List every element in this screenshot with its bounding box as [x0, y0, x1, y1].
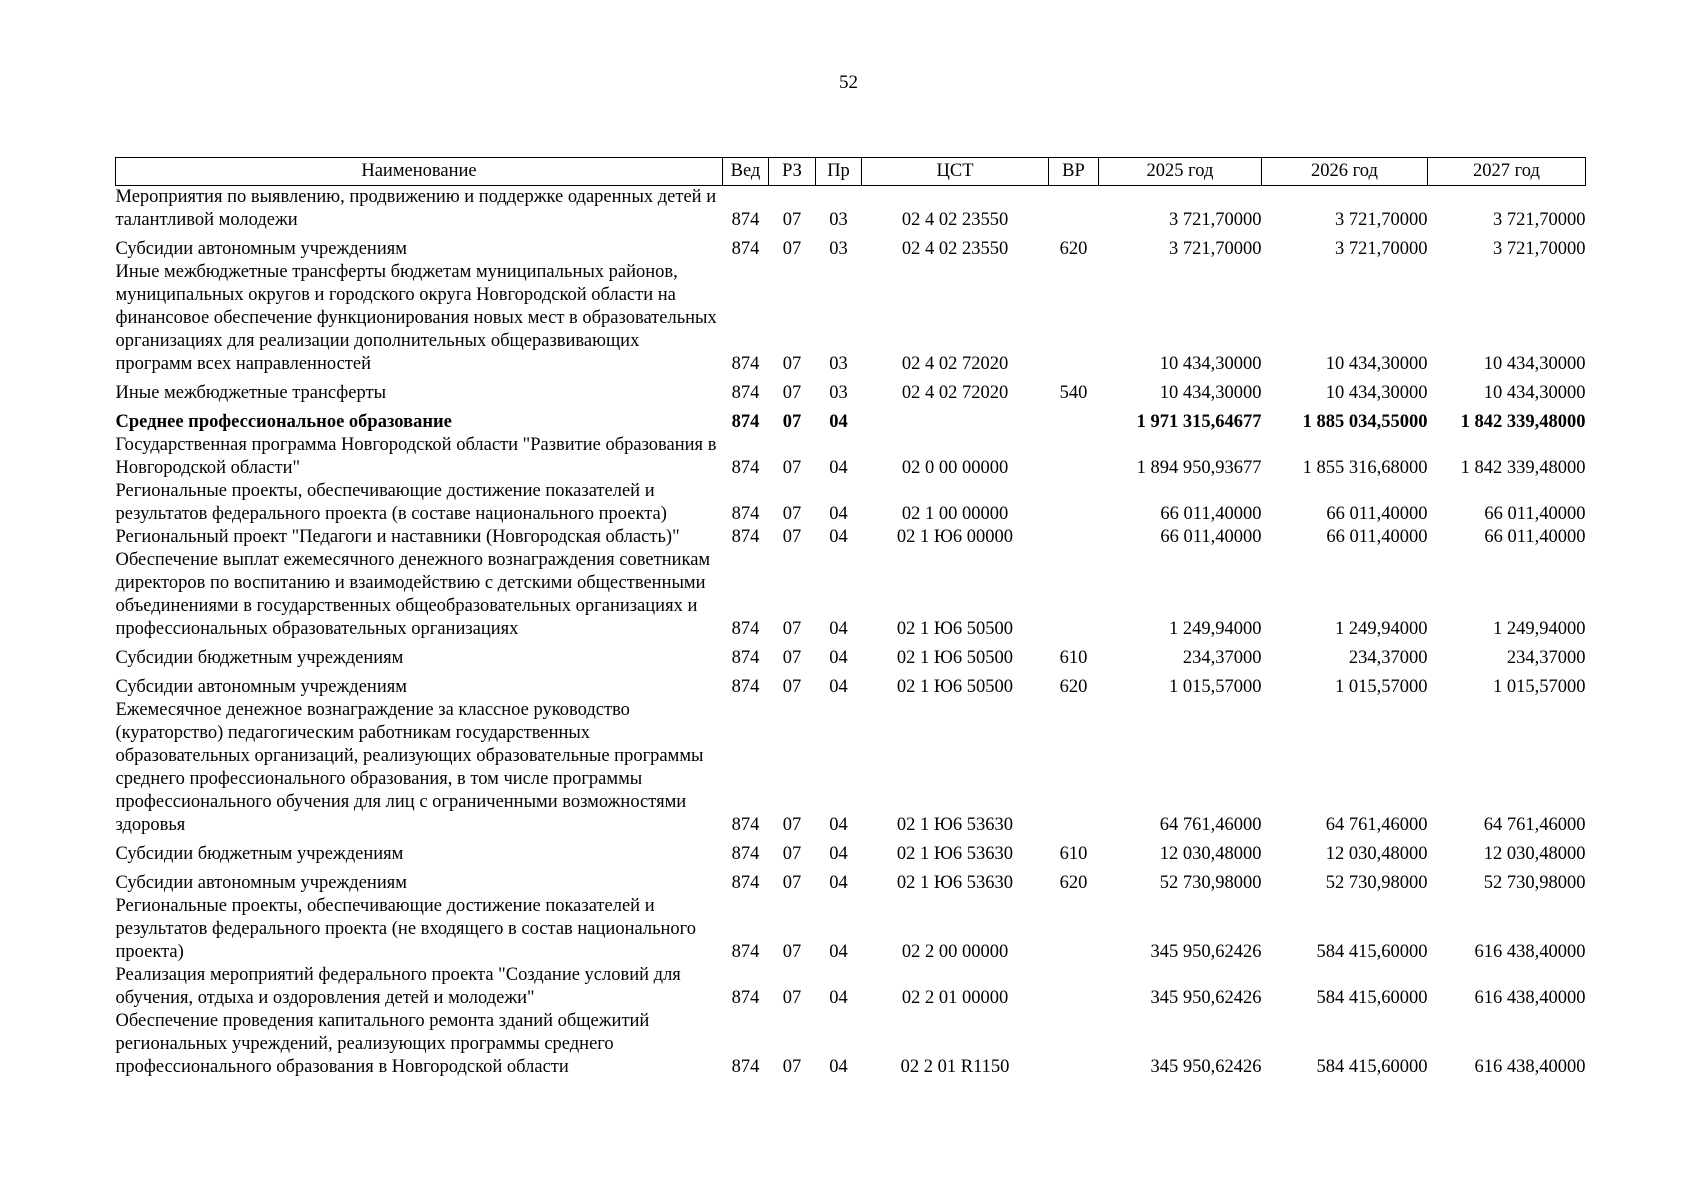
row-2025: 64 761,46000	[1159, 815, 1262, 835]
table-header	[116, 158, 1586, 186]
row-cst: 02 2 01 00000	[901, 988, 1009, 1008]
row-name: Региональный проект "Педагоги и наставники (Новгородская область)"	[115, 527, 680, 547]
table-row	[116, 964, 1586, 1010]
row-ved: 874	[731, 412, 760, 432]
row-pr: 04	[829, 1057, 848, 1077]
row-ved: 874	[731, 988, 760, 1008]
row-name: Обеспечение выплат ежемесячного денежного вознаграждения советникам директоров по воспитанию и взаимодействию с детскими общественными объединениями в государственных общеобразовательных организациях и профессиональных образовательных организациях	[115, 550, 711, 639]
row-vr: 620	[1059, 873, 1088, 893]
row-name: Обеспечение проведения капитального ремонта зданий общежитий региональных учреждений, реализующих программы среднего профессионального образования в Новгородской области	[115, 1011, 650, 1077]
row-name: Среднее профессиональное образование	[115, 412, 452, 432]
table-row	[116, 699, 1586, 837]
row-vr	[1049, 261, 1099, 376]
row-ved: 874	[731, 677, 760, 697]
header-2027: 2027 год	[1428, 158, 1586, 186]
row-2027: 616 438,40000	[1474, 988, 1586, 1008]
row-2026: 10 434,30000	[1325, 354, 1428, 374]
header-rz: РЗ	[769, 158, 816, 186]
row-2026: 1 249,94000	[1335, 619, 1428, 639]
table-body	[116, 186, 1586, 1080]
row-2027: 64 761,46000	[1483, 815, 1586, 835]
row-vr: 620	[1059, 239, 1088, 259]
row-2025: 66 011,40000	[1160, 504, 1262, 524]
row-rz: 07	[782, 942, 802, 962]
row-2026: 3 721,70000	[1335, 210, 1428, 230]
row-name: Региональные проекты, обеспечивающие достижение показателей и результатов федерального проекта (в составе национального проекта)	[115, 481, 667, 524]
row-2025: 66 011,40000	[1160, 527, 1262, 547]
row-2027: 3 721,70000	[1493, 210, 1586, 230]
row-rz: 07	[782, 1057, 802, 1077]
row-2026: 584 415,60000	[1316, 988, 1428, 1008]
row-2026: 12 030,48000	[1325, 844, 1428, 864]
row-cst: 02 4 02 72020	[901, 383, 1009, 403]
row-2027: 10 434,30000	[1483, 354, 1586, 374]
row-2026: 66 011,40000	[1326, 504, 1428, 524]
row-cst: 02 2 00 00000	[901, 942, 1009, 962]
row-vr	[1049, 186, 1099, 233]
row-2027: 616 438,40000	[1474, 942, 1586, 962]
header-ved: Вед	[723, 158, 769, 186]
row-vr	[1049, 895, 1099, 964]
row-pr: 03	[829, 239, 848, 259]
row-cst: 02 1 Ю6 50500	[896, 619, 1014, 639]
row-ved: 874	[731, 844, 760, 864]
header-cst: ЦСТ	[862, 158, 1049, 186]
row-name: Субсидии бюджетным учреждениям	[115, 844, 404, 864]
row-name: Иные межбюджетные трансферты	[115, 383, 387, 403]
row-2025: 3 721,70000	[1169, 239, 1262, 259]
row-name: Субсидии автономным учреждениям	[115, 677, 407, 697]
table-row	[116, 866, 1586, 895]
row-cst: 02 1 Ю6 00000	[896, 527, 1014, 547]
table-row	[116, 641, 1586, 670]
row-cst: 02 1 Ю6 53630	[896, 815, 1014, 835]
row-2026: 584 415,60000	[1316, 1057, 1428, 1077]
row-cst: 02 1 Ю6 50500	[896, 648, 1014, 668]
row-vr	[1049, 526, 1099, 549]
row-pr: 04	[829, 412, 848, 432]
row-vr	[1049, 480, 1099, 526]
row-cst: 02 1 Ю6 53630	[896, 844, 1014, 864]
row-2025: 10 434,30000	[1159, 383, 1262, 403]
row-rz: 07	[782, 677, 802, 697]
header-name: Наименование	[116, 158, 723, 186]
row-pr: 04	[829, 619, 848, 639]
row-rz: 07	[782, 239, 802, 259]
row-name: Субсидии автономным учреждениям	[115, 239, 407, 259]
row-ved: 874	[731, 619, 760, 639]
header-2025: 2025 год	[1099, 158, 1262, 186]
row-2026: 1 855 316,68000	[1302, 458, 1428, 478]
row-rz: 07	[782, 619, 802, 639]
row-pr: 04	[829, 844, 848, 864]
header-pr: Пр	[816, 158, 862, 186]
row-name: Субсидии бюджетным учреждениям	[115, 648, 404, 668]
row-ved: 874	[731, 458, 760, 478]
row-pr: 04	[829, 677, 848, 697]
row-2026: 3 721,70000	[1335, 239, 1428, 259]
row-2025: 234,37000	[1182, 648, 1262, 668]
row-2027: 52 730,98000	[1483, 873, 1586, 893]
row-rz: 07	[782, 815, 802, 835]
row-cst: 02 1 00 00000	[901, 504, 1009, 524]
row-name: Реализация мероприятий федерального проекта "Создание условий для обучения, отдыха и оздоровления детей и молодежи"	[115, 965, 681, 1008]
row-2027: 1 842 339,48000	[1460, 458, 1586, 478]
row-rz: 07	[782, 412, 802, 432]
row-name: Субсидии автономным учреждениям	[115, 873, 407, 893]
row-cst: 02 1 Ю6 53630	[896, 873, 1014, 893]
row-ved: 874	[731, 504, 760, 524]
row-pr: 04	[829, 527, 848, 547]
row-vr	[1049, 549, 1099, 641]
row-2025: 1 971 315,64677	[1136, 412, 1262, 432]
row-2027: 616 438,40000	[1474, 1057, 1586, 1077]
row-vr	[1049, 434, 1099, 480]
header-2026: 2026 год	[1262, 158, 1428, 186]
row-rz: 07	[782, 527, 802, 547]
row-2025: 1 015,57000	[1169, 677, 1262, 697]
row-2025: 1 249,94000	[1169, 619, 1262, 639]
row-2027: 12 030,48000	[1483, 844, 1586, 864]
table-row	[116, 549, 1586, 641]
row-name: Иные межбюджетные трансферты бюджетам муниципальных районов, муниципальных округов и городского округа Новгородской области на финансовое обеспечение функционирования новых мест в образовательных организациях для реализации дополнительных общеразвивающих программ всех направленностей	[115, 262, 717, 374]
row-cst: 02 0 00 00000	[901, 458, 1009, 478]
row-rz: 07	[782, 873, 802, 893]
table-row	[116, 405, 1586, 434]
row-rz: 07	[782, 458, 802, 478]
row-2025: 345 950,62426	[1150, 942, 1262, 962]
row-2026: 64 761,46000	[1325, 815, 1428, 835]
row-pr: 04	[829, 873, 848, 893]
row-pr: 04	[829, 648, 848, 668]
table-row	[116, 1010, 1586, 1079]
table-row	[116, 434, 1586, 480]
row-2025: 12 030,48000	[1159, 844, 1262, 864]
header-vr: ВР	[1049, 158, 1099, 186]
row-cst: 02 2 01 R1150	[900, 1057, 1010, 1077]
row-rz: 07	[782, 504, 802, 524]
row-vr	[1049, 405, 1099, 434]
row-ved: 874	[731, 527, 760, 547]
row-2027: 234,37000	[1506, 648, 1586, 668]
table-row	[116, 526, 1586, 549]
row-ved: 874	[731, 210, 760, 230]
table-row	[116, 232, 1586, 261]
row-vr: 620	[1059, 677, 1088, 697]
row-name: Региональные проекты, обеспечивающие достижение показателей и результатов федерального проекта (не входящего в состав национального проекта)	[115, 896, 697, 962]
row-vr: 610	[1059, 648, 1088, 668]
row-rz: 07	[782, 383, 802, 403]
row-rz: 07	[782, 354, 802, 374]
row-cst: 02 4 02 72020	[901, 354, 1009, 374]
row-2027: 66 011,40000	[1484, 504, 1586, 524]
budget-table	[115, 157, 1586, 1079]
table-row	[116, 261, 1586, 376]
row-vr	[1049, 699, 1099, 837]
row-ved: 874	[731, 648, 760, 668]
row-2025: 10 434,30000	[1159, 354, 1262, 374]
row-pr: 04	[829, 815, 848, 835]
row-ved: 874	[731, 942, 760, 962]
row-cst	[862, 405, 1049, 434]
row-rz: 07	[782, 648, 802, 668]
page-number: 52	[839, 72, 858, 93]
row-2026: 234,37000	[1348, 648, 1428, 668]
row-2025: 345 950,62426	[1150, 1057, 1262, 1077]
table-row	[116, 670, 1586, 699]
table-row	[116, 480, 1586, 526]
row-2026: 1 015,57000	[1335, 677, 1428, 697]
row-ved: 874	[731, 1057, 760, 1077]
row-cst: 02 1 Ю6 50500	[896, 677, 1014, 697]
row-2027: 1 015,57000	[1493, 677, 1586, 697]
row-2027: 1 842 339,48000	[1460, 412, 1586, 432]
row-pr: 04	[829, 942, 848, 962]
table-row	[116, 186, 1586, 233]
row-vr: 610	[1059, 844, 1088, 864]
row-2027: 66 011,40000	[1484, 527, 1586, 547]
row-2025: 52 730,98000	[1159, 873, 1262, 893]
row-ved: 874	[731, 239, 760, 259]
row-ved: 874	[731, 873, 760, 893]
row-cst: 02 4 02 23550	[901, 210, 1009, 230]
row-pr: 03	[829, 354, 848, 374]
row-vr	[1049, 1010, 1099, 1079]
table-row	[116, 895, 1586, 964]
row-rz: 07	[782, 988, 802, 1008]
row-ved: 874	[731, 815, 760, 835]
row-2026: 66 011,40000	[1326, 527, 1428, 547]
row-2026: 584 415,60000	[1316, 942, 1428, 962]
row-rz: 07	[782, 844, 802, 864]
row-2026: 10 434,30000	[1325, 383, 1428, 403]
row-pr: 03	[829, 383, 848, 403]
row-name: Ежемесячное денежное вознаграждение за классное руководство (кураторство) педагогическим работникам государственных образовательных организаций, реализующих образовательные программы среднего профессионального образования, в том числе программы профессионального обучения для лиц с ограниченными возможностями здоровья	[115, 700, 704, 835]
table-row	[116, 376, 1586, 405]
row-2026: 1 885 034,55000	[1302, 412, 1428, 432]
row-2025: 3 721,70000	[1169, 210, 1262, 230]
row-2025: 1 894 950,93677	[1136, 458, 1262, 478]
row-2027: 1 249,94000	[1493, 619, 1586, 639]
row-vr	[1049, 964, 1099, 1010]
row-rz: 07	[782, 210, 802, 230]
row-2027: 3 721,70000	[1493, 239, 1586, 259]
row-ved: 874	[731, 383, 760, 403]
table-row	[116, 837, 1586, 866]
row-vr: 540	[1059, 383, 1088, 403]
row-2027: 10 434,30000	[1483, 383, 1586, 403]
row-name: Государственная программа Новгородской области "Развитие образования в Новгородской области"	[115, 435, 717, 478]
row-pr: 04	[829, 458, 848, 478]
row-pr: 04	[829, 988, 848, 1008]
row-pr: 03	[829, 210, 848, 230]
row-name: Мероприятия по выявлению, продвижению и поддержке одаренных детей и талантливой молодежи	[115, 187, 717, 230]
row-2025: 345 950,62426	[1150, 988, 1262, 1008]
row-pr: 04	[829, 504, 848, 524]
row-ved: 874	[731, 354, 760, 374]
row-cst: 02 4 02 23550	[901, 239, 1009, 259]
row-2026: 52 730,98000	[1325, 873, 1428, 893]
